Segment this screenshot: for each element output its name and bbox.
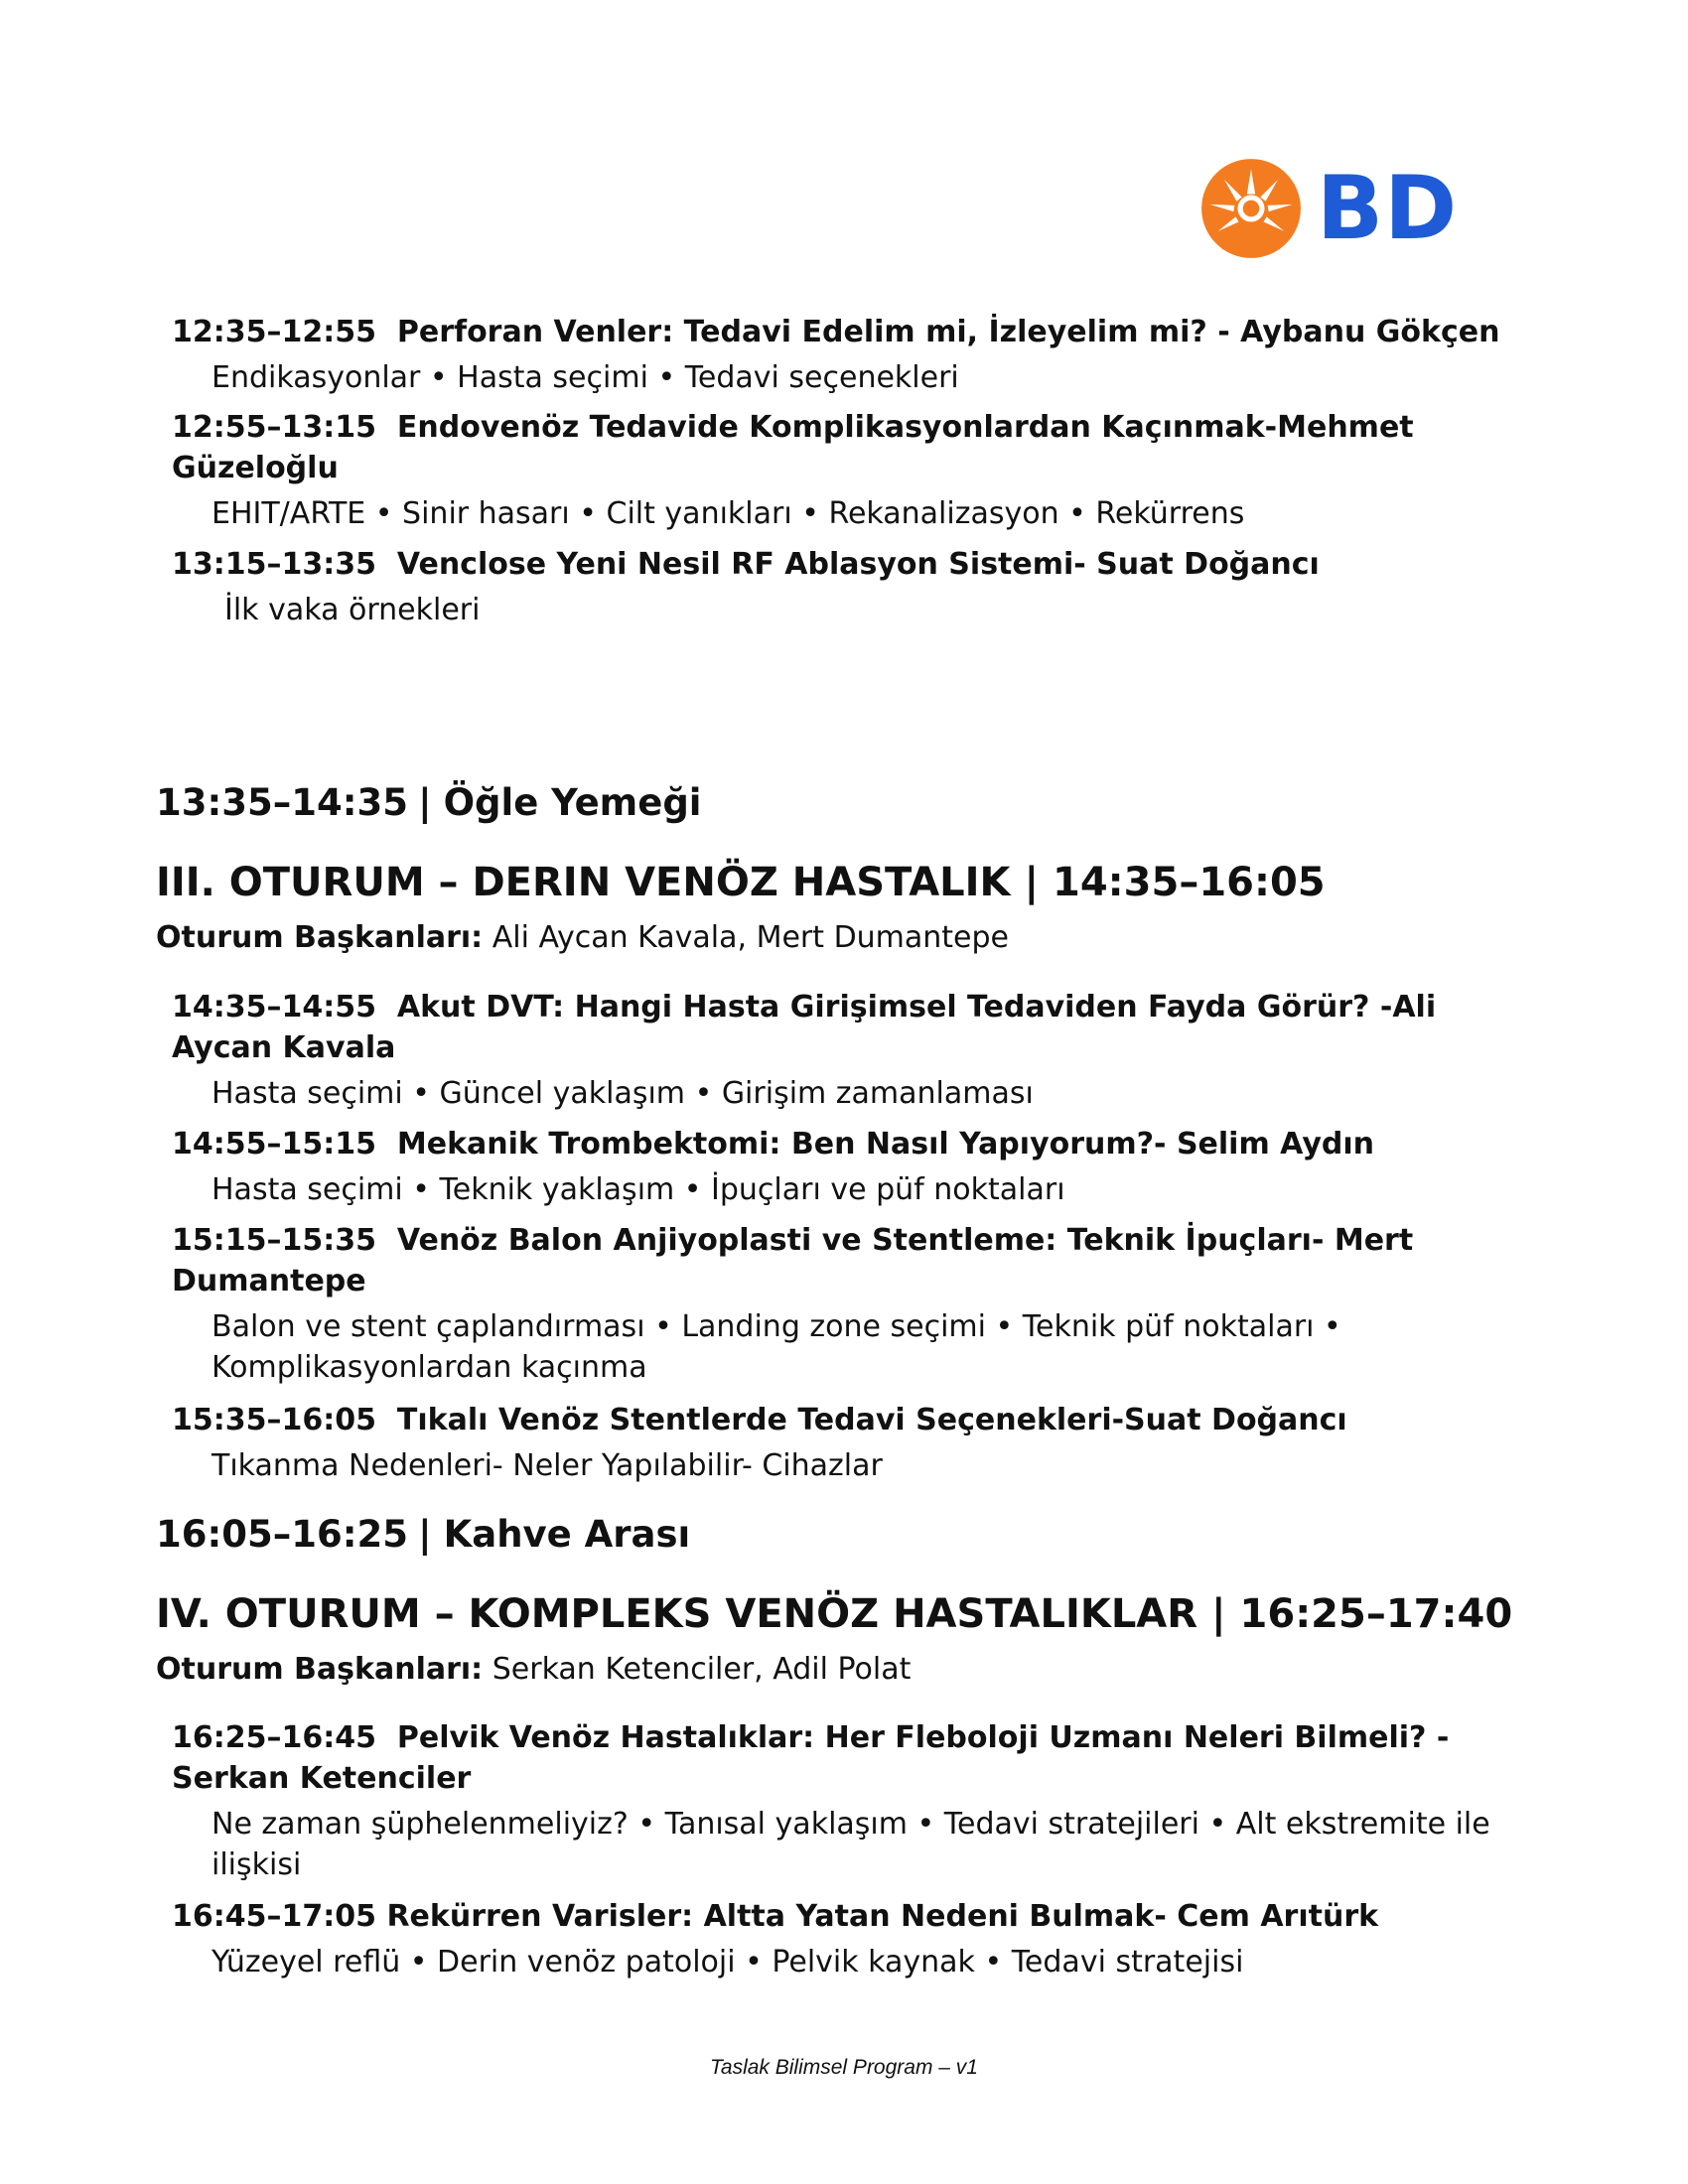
bd-logo-text: BD xyxy=(1317,157,1459,259)
talk-topics: Ne zaman şüphelenmeliyiz? • Tanısal yaklaşım • Tedavi stratejileri • Alt ekstremite ile ilişkisi xyxy=(211,1807,1490,1882)
session-4-title: IV. OTURUM – KOMPLEKS VENÖZ HASTALIKLAR | 16:25–17:40 xyxy=(156,1591,1513,1637)
talk-title: 12:35–12:55 Perforan Venler: Tedavi Edelim mi, İzleyelim mi? - Aybanu Gökçen xyxy=(172,315,1500,349)
session-3-title: III. OTURUM – DERIN VENÖZ HASTALIK | 14:35–16:05 xyxy=(156,860,1326,905)
talk-item xyxy=(172,1896,1542,1982)
talk-topics: Hasta seçimi • Teknik yaklaşım • İpuçları ve püf noktaları xyxy=(211,1172,1065,1207)
talk-title: 14:35–14:55 Akut DVT: Hangi Hasta Girişimsel Tedaviden Fayda Görür? -Ali Aycan Kavala xyxy=(172,990,1437,1065)
bd-logo xyxy=(1199,157,1458,260)
talk-title: 15:35–16:05 Tıkalı Venöz Stentlerde Tedavi Seçenekleri-Suat Doğancı xyxy=(172,1403,1347,1437)
talk-item xyxy=(172,987,1542,1114)
session-3-chairs: Oturum Başkanları: Ali Aycan Kavala, Mert Dumantepe xyxy=(156,920,1010,955)
talk-title: 12:55–13:15 Endovenöz Tedavide Komplikasyonlardan Kaçınmak-Mehmet Güzeloğlu xyxy=(172,410,1414,485)
talk-item xyxy=(172,407,1542,534)
coffee-break: 16:05–16:25 | Kahve Arası xyxy=(156,1513,691,1556)
talk-title: 16:25–16:45 Pelvik Venöz Hastalıklar: Her Fleboloji Uzmanı Neleri Bilmeli? - Serkan Ketenciler xyxy=(172,1720,1450,1796)
talk-topics: Yüzeyel reflü • Derin venöz patoloji • Pelvik kaynak • Tedavi stratejisi xyxy=(211,1945,1244,1979)
talk-item xyxy=(172,1400,1542,1486)
talk-item xyxy=(172,544,1542,630)
talk-topics: Endikasyonlar • Hasta seçimi • Tedavi seçenekleri xyxy=(211,360,959,395)
lunch-break: 13:35–14:35 | Öğle Yemeği xyxy=(156,781,702,824)
talk-item xyxy=(172,1220,1542,1388)
bd-sunburst-icon xyxy=(1199,157,1303,260)
talk-topics: Tıkanma Nedenleri- Neler Yapılabilir- Cihazlar xyxy=(211,1448,883,1483)
talk-item xyxy=(172,1124,1542,1210)
talk-item xyxy=(172,1717,1542,1885)
page-footer: Taslak Bilimsel Program – v1 xyxy=(710,2056,978,2079)
session-4-chairs: Oturum Başkanları: Serkan Ketenciler, Adil Polat xyxy=(156,1652,912,1687)
talk-title: 16:45–17:05 Rekürren Varisler: Altta Yatan Nedeni Bulmak- Cem Arıtürk xyxy=(172,1899,1379,1934)
talk-topics: İlk vaka örnekleri xyxy=(224,593,481,627)
talk-title: 14:55–15:15 Mekanik Trombektomi: Ben Nasıl Yapıyorum?- Selim Aydın xyxy=(172,1127,1374,1161)
talk-topics: EHIT/ARTE • Sinir hasarı • Cilt yanıkları • Rekanalizasyon • Rekürrens xyxy=(211,496,1245,531)
talk-item xyxy=(172,312,1542,398)
talk-title: 15:15–15:35 Venöz Balon Anjiyoplasti ve Stentleme: Teknik İpuçları- Mert Dumantepe xyxy=(172,1223,1414,1298)
talk-title: 13:15–13:35 Venclose Yeni Nesil RF Ablasyon Sistemi- Suat Doğancı xyxy=(172,547,1320,582)
talk-topics: Hasta seçimi • Güncel yaklaşım • Girişim zamanlaması xyxy=(211,1076,1034,1111)
talk-topics: Balon ve stent çaplandırması • Landing zone seçimi • Teknik püf noktaları • Komplikasyonlardan kaçınma xyxy=(211,1309,1341,1385)
